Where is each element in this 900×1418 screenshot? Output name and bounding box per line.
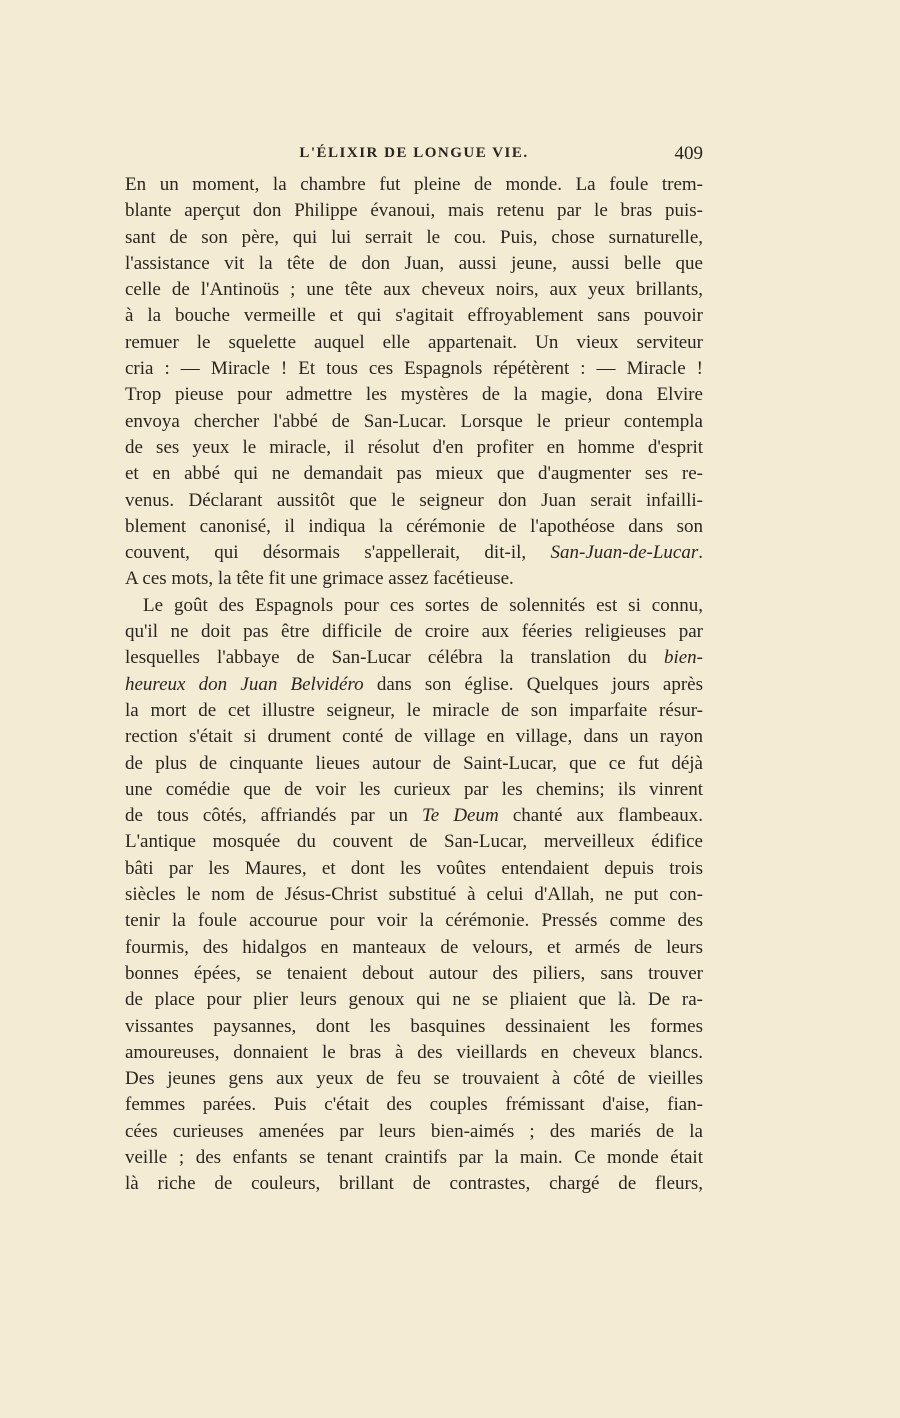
text-line: cria : — Miracle ! Et tous ces Espagnols répétèrent : — Miracle ! <box>125 358 703 380</box>
text-line: remuer le squelette auquel elle appartenait. Un vieux serviteur <box>125 331 703 353</box>
text-line: une comédie que de voir les curieux par les chemins; ils vinrent <box>125 778 703 800</box>
text-line: Le goût des Espagnols pour ces sortes de solennités est si connu, <box>143 594 703 616</box>
text-line: cées curieuses amenées par leurs bien-aimés ; des mariés de la <box>125 1120 703 1142</box>
text-line: Trop pieuse pour admettre les mystères de la magie, dona Elvire <box>125 384 703 406</box>
italic-text: San-Juan-de-Lucar <box>550 542 699 564</box>
text-line: A ces mots, la tête fit une grimace assez facétieuse. <box>125 568 514 590</box>
text-line: bonnes épées, se tenaient debout autour des piliers, sans trouver <box>125 962 703 984</box>
text-line: fourmis, des hidalgos en manteaux de velours, et armés de leurs <box>125 936 703 958</box>
text-line: siècles le nom de Jésus-Christ substitué à celui d'Allah, ne put con- <box>125 884 703 906</box>
text-segment: chanté aux flambeaux. <box>498 805 703 827</box>
text-line: L'antique mosquée du couvent de San-Lucar, merveilleux édifice <box>125 831 703 853</box>
text-line: de plus de cinquante lieues autour de Saint-Lucar, que ce fut déjà <box>125 752 703 774</box>
text-line: En un moment, la chambre fut pleine de monde. La foule trem- <box>125 174 703 195</box>
text-line: de place pour plier leurs genoux qui ne se pliaient que là. De ra- <box>125 989 703 1011</box>
text-line: rection s'était si drument conté de village en village, dans un rayon <box>125 726 703 748</box>
page-header <box>125 143 703 167</box>
text-line: celle de l'Antinoüs ; une tête aux cheveux noirs, aux yeux brillants, <box>125 279 703 301</box>
page-number: 409 <box>674 143 703 164</box>
text-line: l'assistance vit la tête de don Juan, aussi jeune, aussi belle que <box>125 252 703 274</box>
italic-text: heureux don Juan Belvidéro <box>125 673 364 695</box>
italic-text: Te Deum <box>421 805 499 827</box>
text-line: femmes parées. Puis c'était des couples frémissant d'aise, fian- <box>125 1094 703 1116</box>
text-line: veille ; des enfants se tenant craintifs par la main. Ce monde était <box>125 1146 703 1168</box>
text-line: envoya chercher l'abbé de San-Lucar. Lorsque le prieur contempla <box>125 410 703 432</box>
text-line: à la bouche vermeille et qui s'agitait effroyablement sans pouvoir <box>125 305 703 327</box>
text-line <box>125 540 703 566</box>
text-line <box>125 803 703 829</box>
body-text <box>125 172 703 1198</box>
text-line: bâti par les Maures, et dont les voûtes entendaient depuis trois <box>125 857 703 879</box>
text-line: sant de son père, qui lui serrait le cou. Puis, chose surnaturelle, <box>125 226 703 248</box>
italic-text: bien- <box>663 647 703 669</box>
text-segment: lesquelles l'abbaye de San-Lucar célébra la translation du <box>125 647 664 669</box>
text-line: blante aperçut don Philippe évanoui, mais retenu par le bras puis- <box>125 200 703 222</box>
running-title: L'ÉLIXIR DE LONGUE VIE. <box>299 145 529 161</box>
text-line: blement canonisé, il indiqua la cérémonie de l'apothéose dans son <box>125 515 703 537</box>
text-line: tenir la foule accourue pour voir la cérémonie. Pressés comme des <box>125 910 703 932</box>
text-line <box>125 645 703 671</box>
text-line: la mort de cet illustre seigneur, le miracle de son imparfaite résur- <box>125 699 703 721</box>
text-line: amoureuses, donnaient le bras à des vieillards en cheveux blancs. <box>125 1041 703 1063</box>
text-segment: . <box>698 542 703 564</box>
text-line: vissantes paysannes, dont les basquines dessinaient les formes <box>125 1015 703 1037</box>
text-line <box>125 672 703 698</box>
text-line: qu'il ne doit pas être difficile de croire aux féeries religieuses par <box>125 621 703 643</box>
text-segment: dans son église. Quelques jours après <box>363 673 703 695</box>
text-segment: couvent, qui désormais s'appellerait, dit-il, <box>125 542 551 564</box>
text-line: et en abbé qui ne demandait pas mieux que d'augmenter ses re- <box>125 463 703 485</box>
text-line: de ses yeux le miracle, il résolut d'en profiter en homme d'esprit <box>125 436 703 458</box>
text-line: là riche de couleurs, brillant de contrastes, chargé de fleurs, <box>125 1173 703 1195</box>
text-line: venus. Déclarant aussitôt que le seigneur don Juan serait infailli- <box>125 489 703 511</box>
text-segment: de tous côtés, affriandés par un <box>125 805 422 827</box>
text-line: Des jeunes gens aux yeux de feu se trouvaient à côté de vieilles <box>125 1068 703 1090</box>
